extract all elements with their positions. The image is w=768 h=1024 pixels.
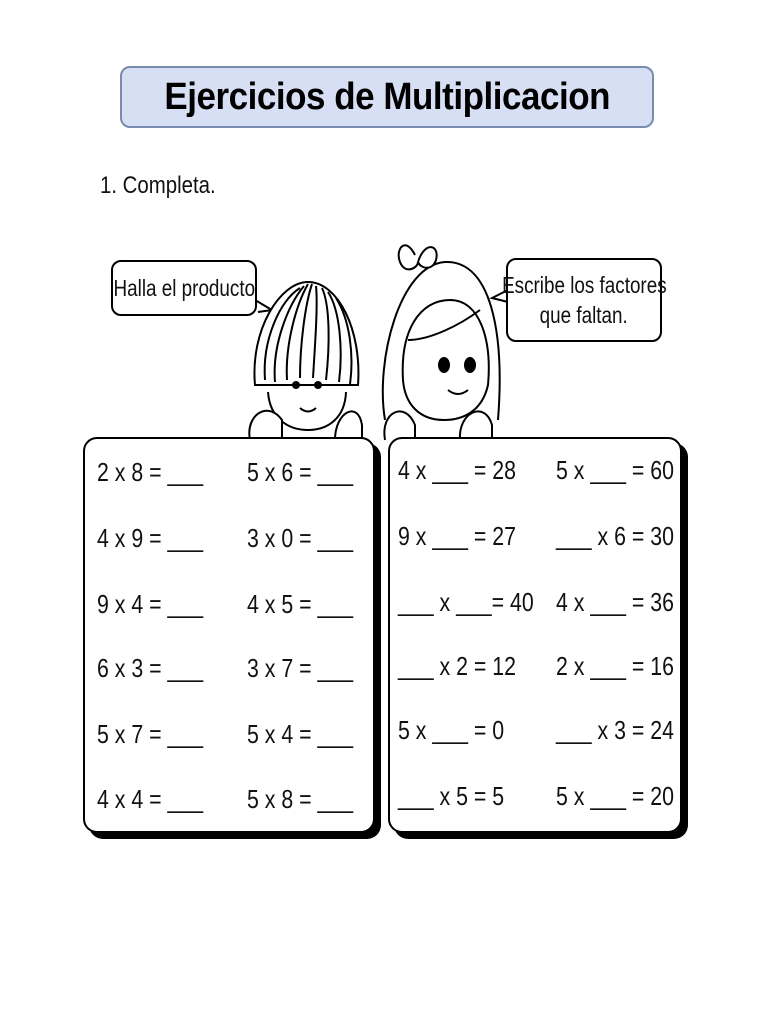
product-exercises-card <box>83 437 375 833</box>
speech-bubble-left-text: Halla el producto <box>113 275 255 301</box>
exercise-item: 5 x ___ = 20 <box>556 781 674 811</box>
exercise-item: ___ x ___= 40 <box>398 587 534 617</box>
exercise-item: 4 x 5 = ___ <box>247 589 354 619</box>
exercise-item: 3 x 0 = ___ <box>247 523 354 553</box>
exercise-item: ___ x 6 = 30 <box>556 521 674 551</box>
exercise-item: 4 x ___ = 28 <box>398 455 516 485</box>
exercise-item: 5 x 8 = ___ <box>247 784 354 814</box>
instruction-text: 1. Completa. <box>100 172 216 199</box>
exercise-item: ___ x 3 = 24 <box>556 715 674 745</box>
exercise-item: 5 x 6 = ___ <box>247 457 354 487</box>
exercise-item: 5 x ___ = 60 <box>556 455 674 485</box>
speech-bubble-right-line1: Escribe los factores <box>501 272 667 298</box>
exercise-item: 9 x ___ = 27 <box>398 521 516 551</box>
exercise-item: 6 x 3 = ___ <box>97 653 204 683</box>
page-title: Ejercicios de Multiplicacion <box>164 75 610 118</box>
missing-factor-exercises-card <box>388 437 682 833</box>
exercise-item: 4 x ___ = 36 <box>556 587 674 617</box>
exercise-item: 5 x 7 = ___ <box>97 719 204 749</box>
exercise-item: ___ x 5 = 5 <box>398 781 505 811</box>
exercise-item: 4 x 4 = ___ <box>97 784 204 814</box>
exercise-item: 2 x 8 = ___ <box>97 457 204 487</box>
speech-bubble-right <box>501 258 667 342</box>
exercise-item: 3 x 7 = ___ <box>247 653 354 683</box>
exercise-item: 5 x ___ = 0 <box>398 715 505 745</box>
exercise-item: ___ x 2 = 12 <box>398 651 516 681</box>
speech-bubble-right-line2: que faltan. <box>539 302 629 328</box>
exercise-item: 5 x 4 = ___ <box>247 719 354 749</box>
exercise-item: 2 x ___ = 16 <box>556 651 674 681</box>
exercise-item: 9 x 4 = ___ <box>97 589 204 619</box>
speech-bubble-left <box>111 260 257 316</box>
exercise-item: 4 x 9 = ___ <box>97 523 204 553</box>
